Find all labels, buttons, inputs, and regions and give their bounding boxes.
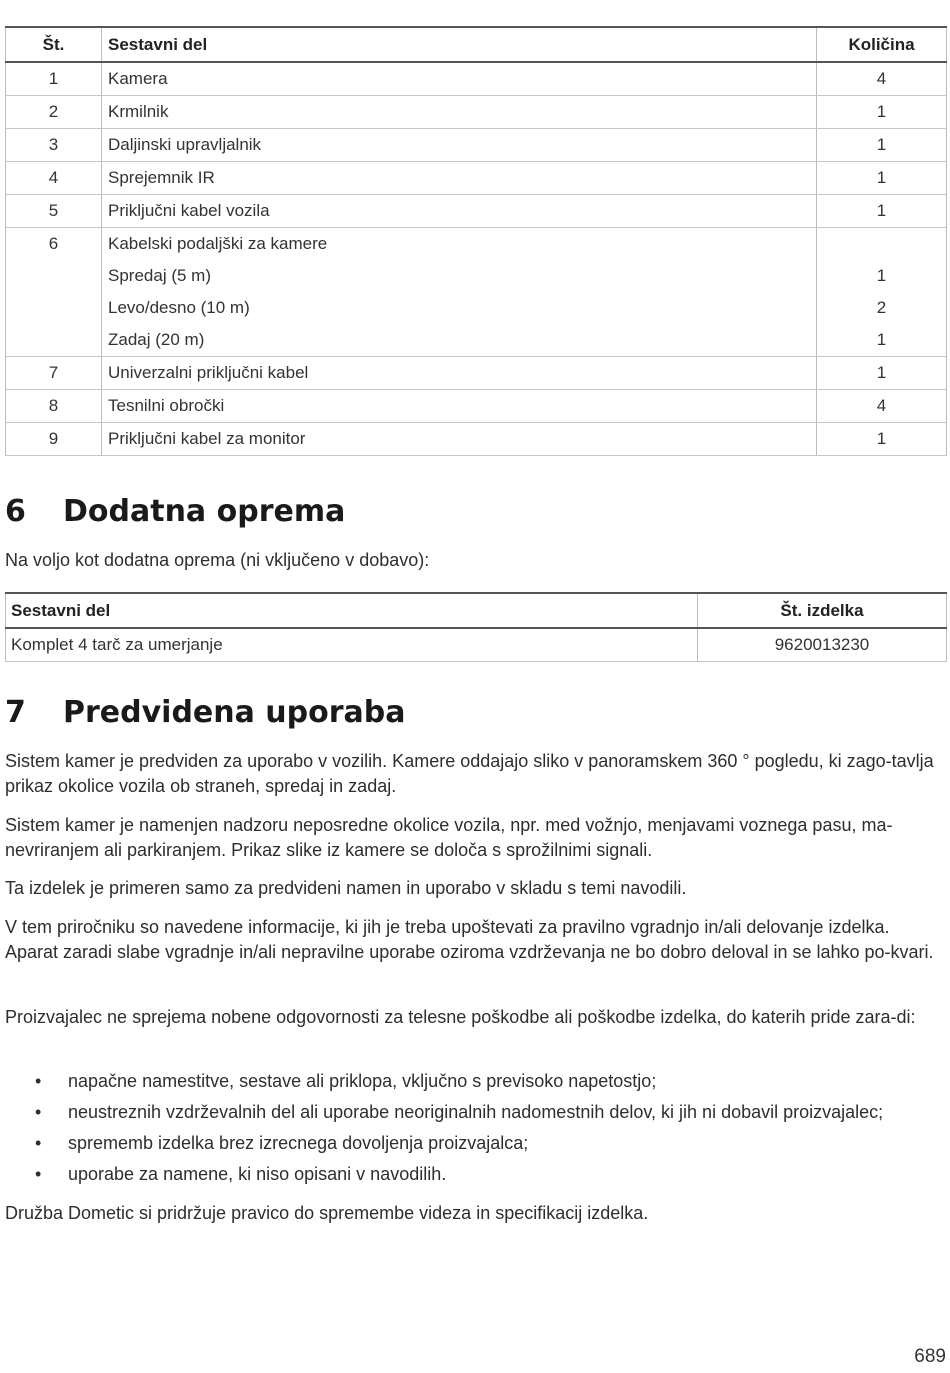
bullet-list bbox=[5, 1068, 945, 1192]
section-6-heading bbox=[5, 494, 345, 529]
subrow-part: Levo/desno (10 m) bbox=[102, 292, 817, 324]
table-subrow bbox=[6, 260, 947, 292]
table-row bbox=[6, 62, 947, 96]
bullet-icon: • bbox=[35, 1164, 42, 1184]
row-number: 3 bbox=[6, 129, 102, 162]
table-header-row bbox=[6, 593, 947, 628]
row-number: 1 bbox=[6, 62, 102, 96]
row-part: Priključni kabel za monitor bbox=[102, 423, 817, 456]
table-subrow bbox=[6, 324, 947, 357]
row-qty: 1 bbox=[817, 357, 947, 390]
table-row bbox=[6, 195, 947, 228]
section-number: 7 bbox=[5, 695, 26, 730]
bullet-icon: • bbox=[35, 1071, 42, 1091]
row-part: Daljinski upravljalnik bbox=[102, 129, 817, 162]
row-number: 8 bbox=[6, 390, 102, 423]
row-qty: 1 bbox=[817, 423, 947, 456]
list-item-text: napačne namestitve, sestave ali priklopa, vključno s previsoko napetostjo; bbox=[68, 1071, 657, 1091]
list-item-text: neustreznih vzdrževalnih del ali uporabe neoriginalnih nadomestnih delov, ki jih ni dobavil proizvajalec; bbox=[68, 1102, 884, 1122]
row-number: 9 bbox=[6, 423, 102, 456]
accessories-table bbox=[5, 592, 947, 662]
subrow-qty: 1 bbox=[817, 260, 947, 292]
column-header-part: Sestavni del bbox=[6, 593, 698, 628]
row-qty-empty bbox=[817, 228, 947, 261]
list-item-text: sprememb izdelka brez izrecnega dovoljenja proizvajalca; bbox=[68, 1133, 529, 1153]
table-row bbox=[6, 423, 947, 456]
table-row bbox=[6, 96, 947, 129]
column-header-article: Št. izdelka bbox=[698, 593, 947, 628]
list-item-text: uporabe za namene, ki niso opisani v navodilih. bbox=[68, 1164, 447, 1184]
row-part: Sprejemnik IR bbox=[102, 162, 817, 195]
table-row bbox=[6, 129, 947, 162]
row-qty: 1 bbox=[817, 129, 947, 162]
row-part: Kamera bbox=[102, 62, 817, 96]
row-number: 2 bbox=[6, 96, 102, 129]
row-part: Tesnilni obročki bbox=[102, 390, 817, 423]
table-row bbox=[6, 162, 947, 195]
section-7-heading bbox=[5, 695, 406, 730]
row-qty: 4 bbox=[817, 390, 947, 423]
row-part: Kabelski podaljški za kamere bbox=[102, 228, 817, 261]
list-item bbox=[5, 1068, 945, 1099]
page-number: 689 bbox=[914, 1346, 946, 1367]
list-item bbox=[5, 1130, 945, 1161]
row-part: Univerzalni priključni kabel bbox=[102, 357, 817, 390]
bullet-icon: • bbox=[35, 1133, 42, 1153]
section-title: Predvidena uporaba bbox=[63, 695, 406, 730]
column-header-part: Sestavni del bbox=[102, 27, 817, 62]
paragraph: Proizvajalec ne sprejema nobene odgovornosti za telesne poškodbe ali poškodbe izdelka, do katerih pride zara-di: bbox=[5, 1007, 916, 1027]
subrow-part: Zadaj (20 m) bbox=[102, 324, 817, 357]
section-title: Dodatna oprema bbox=[63, 494, 346, 529]
column-header-no: Št. bbox=[6, 27, 102, 62]
column-header-qty: Količina bbox=[817, 27, 947, 62]
table-row-group bbox=[6, 228, 947, 261]
row-qty: 1 bbox=[817, 96, 947, 129]
table-header-row bbox=[6, 27, 947, 62]
closing-paragraph: Družba Dometic si pridržuje pravico do spremembe videza in specifikacij izdelka. bbox=[5, 1203, 649, 1223]
table-row bbox=[6, 390, 947, 423]
subrow-qty: 1 bbox=[817, 324, 947, 357]
table-subrow bbox=[6, 292, 947, 324]
row-qty: 4 bbox=[817, 62, 947, 96]
row-qty: 1 bbox=[817, 195, 947, 228]
table-row bbox=[6, 628, 947, 662]
subrow-part: Spredaj (5 m) bbox=[102, 260, 817, 292]
row-number: 4 bbox=[6, 162, 102, 195]
row-number: 7 bbox=[6, 357, 102, 390]
section-6-intro: Na voljo kot dodatna oprema (ni vključeno v dobavo): bbox=[5, 550, 430, 570]
row-part: Komplet 4 tarč za umerjanje bbox=[6, 628, 698, 662]
subrow-qty: 2 bbox=[817, 292, 947, 324]
row-number: 5 bbox=[6, 195, 102, 228]
table-row bbox=[6, 357, 947, 390]
row-part: Krmilnik bbox=[102, 96, 817, 129]
list-item bbox=[5, 1099, 945, 1130]
list-item bbox=[5, 1161, 945, 1192]
row-number: 6 bbox=[6, 228, 102, 357]
row-qty: 1 bbox=[817, 162, 947, 195]
paragraph: Sistem kamer je namenjen nadzoru neposredne okolice vozila, npr. med vožnjo, menjavami voznega pasu, ma-nevriranjem ali parkiranjem. Prikaz slike iz kamere se določa s sprožilnimi signali. bbox=[5, 815, 893, 860]
row-part: Priključni kabel vozila bbox=[102, 195, 817, 228]
row-article: 9620013230 bbox=[698, 628, 947, 662]
parts-table bbox=[5, 26, 947, 456]
paragraph: Sistem kamer je predviden za uporabo v vozilih. Kamere oddajajo sliko v panoramskem 360 ° pogledu, ki zago-tavlja prikaz okolice vozila ob straneh, spredaj in zadaj. bbox=[5, 751, 934, 796]
paragraph: V tem priročniku so navedene informacije, ki jih je treba upoštevati za pravilno vgradnjo in/ali delovanje izdelka. Aparat zaradi slabe vgradnje in/ali nepravilne uporabe oziroma vzdrževanja ne bo dobro deloval in se lahko po-kvari. bbox=[5, 917, 934, 962]
bullet-icon: • bbox=[35, 1102, 42, 1122]
paragraph: Ta izdelek je primeren samo za predvideni namen in uporabo v skladu s temi navodili. bbox=[5, 878, 687, 898]
section-number: 6 bbox=[5, 494, 26, 529]
